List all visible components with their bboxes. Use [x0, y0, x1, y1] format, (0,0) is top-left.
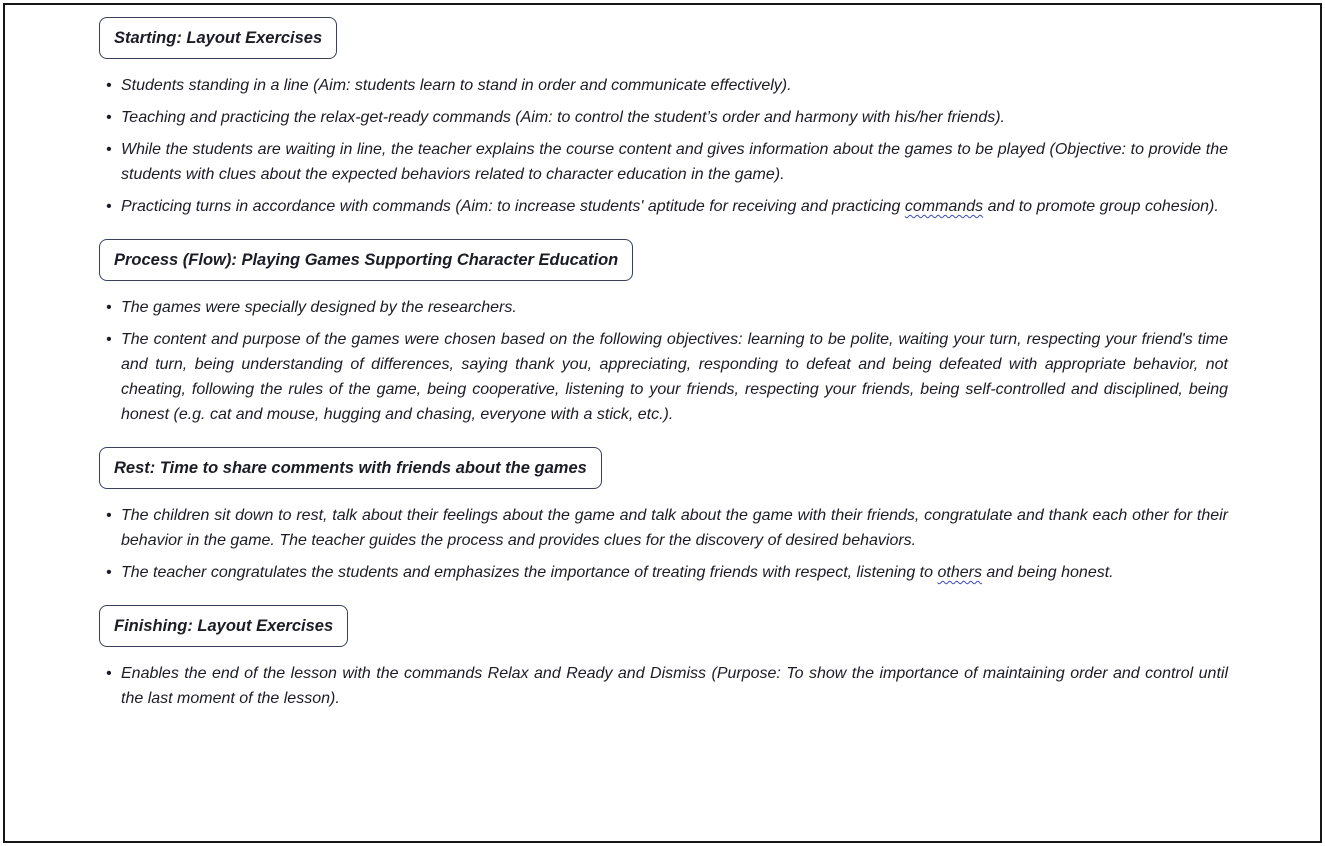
section-heading: Rest: Time to share comments with friends about the games — [114, 459, 587, 477]
section-heading: Starting: Layout Exercises — [114, 29, 323, 47]
bullet-text: and being honest. — [981, 564, 1114, 581]
bullet-list — [99, 503, 1228, 585]
bullet-item — [99, 137, 1228, 187]
bullet-list — [99, 661, 1228, 711]
bullet-text: While the students are waiting in line, the teacher explains the course content and gives information about the games to be played (Objective: to provide the students with clues about the expected behaviors related to character education in the game). — [121, 141, 1228, 183]
bullet-text: and to promote group cohesion). — [983, 198, 1219, 215]
lesson-section-process — [99, 237, 1228, 427]
section-heading: Finishing: Layout Exercises — [114, 617, 334, 635]
lesson-section-starting — [99, 15, 1228, 219]
section-heading-box — [99, 239, 633, 281]
bullet-item — [99, 73, 1228, 98]
bullet-text: The content and purpose of the games were chosen based on the following objectives: learning to be polite, waiting your turn, respecting your friend's time and turn, being understanding of differences, saying thank you, appreciating, responding to defeat and being defeated with appropriate behavior, not cheating, following the rules of the game, being cooperative, listening to your friends, respecting your friends, being self-controlled and disciplined, being honest (e.g. cat and mouse, hugging and chasing, everyone with a stick, etc.). — [121, 331, 1228, 423]
lesson-section-rest — [99, 445, 1228, 585]
bullet-text: Teaching and practicing the relax-get-ready commands (Aim: to control the student’s order and harmony with his/her friends). — [121, 109, 1005, 126]
section-heading-box — [99, 17, 337, 59]
bullet-item — [99, 560, 1228, 585]
spellcheck-marked-word: others — [937, 564, 982, 581]
document-page — [3, 3, 1322, 843]
bullet-text: Practicing turns in accordance with commands (Aim: to increase students' aptitude for receiving and practicing — [121, 198, 905, 215]
bullet-list — [99, 295, 1228, 427]
bullet-item — [99, 295, 1228, 320]
bullet-text: The children sit down to rest, talk about their feelings about the game and talk about the game with their friends, congratulate and thank each other for their behavior in the game. The teacher guides the process and provides clues for the discovery of desired behaviors. — [121, 507, 1228, 549]
bullet-item — [99, 661, 1228, 711]
bullet-item — [99, 503, 1228, 553]
section-heading-box — [99, 605, 348, 647]
bullet-item — [99, 327, 1228, 427]
section-heading: Process (Flow): Playing Games Supporting Character Education — [114, 251, 619, 269]
bullet-list — [99, 73, 1228, 219]
spellcheck-marked-word: commands — [904, 198, 984, 215]
lesson-section-finishing — [99, 603, 1228, 711]
bullet-item — [99, 194, 1228, 219]
bullet-text: Students standing in a line (Aim: students learn to stand in order and communicate effectively). — [121, 77, 792, 94]
bullet-text: Enables the end of the lesson with the commands Relax and Ready and Dismiss (Purpose: To show the importance of maintaining order and control until the last moment of the lesson). — [121, 665, 1228, 707]
document-content — [5, 5, 1320, 711]
bullet-text: The games were specially designed by the researchers. — [121, 299, 517, 316]
bullet-text: The teacher congratulates the students and emphasizes the importance of treating friends with respect, listening to — [121, 564, 938, 581]
section-heading-box — [99, 447, 602, 489]
bullet-item — [99, 105, 1228, 130]
